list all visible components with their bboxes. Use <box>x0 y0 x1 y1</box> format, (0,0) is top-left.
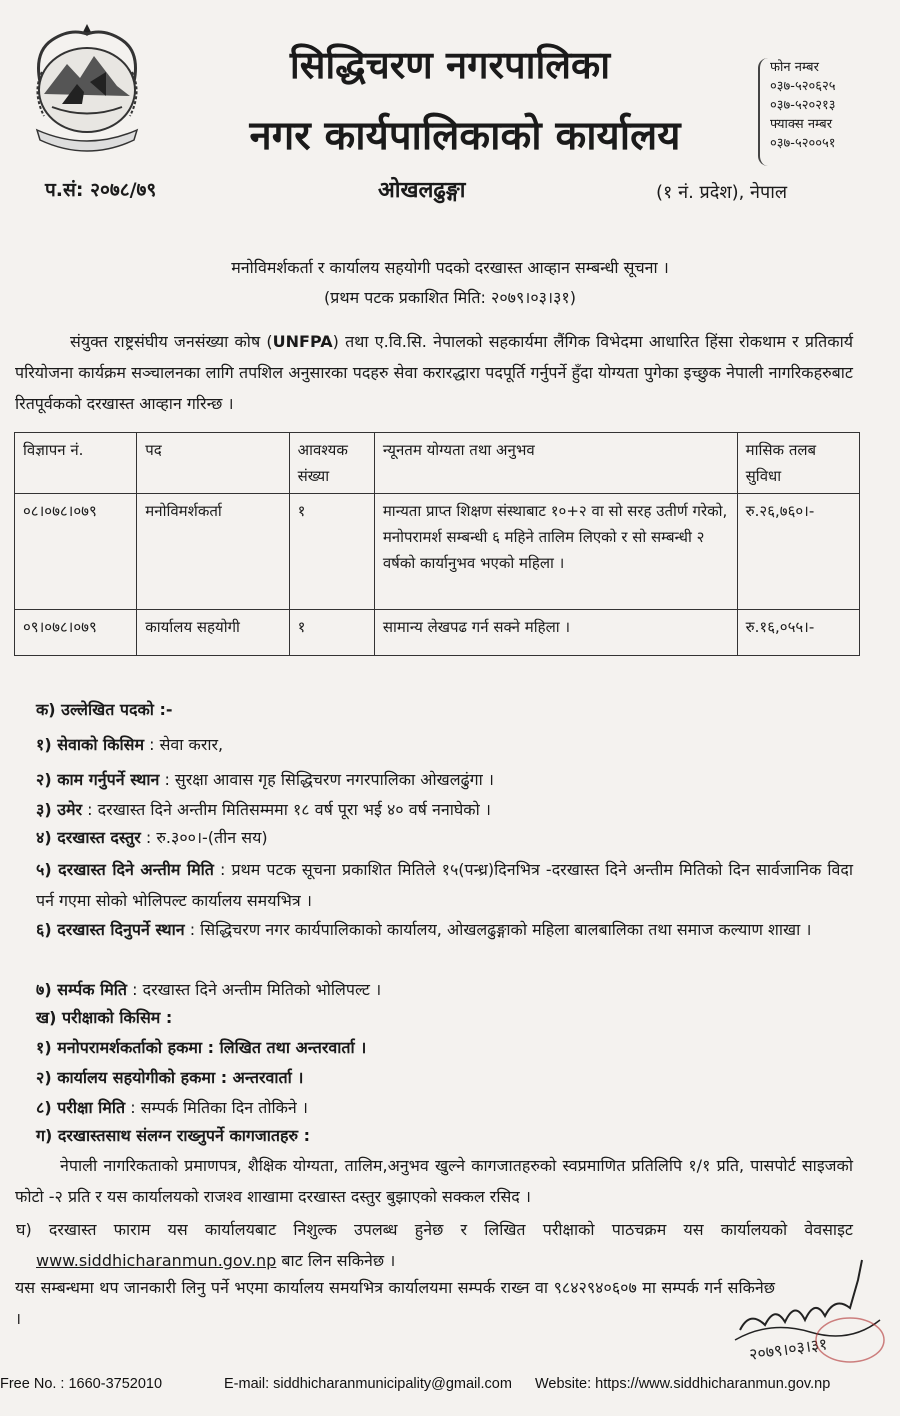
section-ga-text: ग) दरखास्तसाथ संलग्न राख्नुपर्ने कागजातहरु : <box>36 1126 311 1145</box>
submission-place <box>36 914 853 945</box>
reference-number: प.सं: २०७८/७९ <box>45 179 157 201</box>
fax-label: फ्याक्स नम्बर <box>770 117 833 132</box>
service-type-label: १) सेवाको किसिम <box>36 735 145 754</box>
cell-count: १ <box>289 610 374 656</box>
footer-free-number: Free No. : 1660-3752010 <box>0 1376 163 1392</box>
exam-office-assistant <box>36 1066 303 1088</box>
website-link[interactable]: www.siddhicharanmun.gov.np <box>36 1251 277 1270</box>
province-label: (१ नं. प्रदेश), नेपाल <box>656 182 788 203</box>
age-requirement <box>36 798 491 820</box>
service-type-value: : सेवा करार, <box>144 735 224 754</box>
vacancy-table <box>14 432 860 656</box>
submission-place-label: ६) दरखास्त दिनुपर्ने स्थान <box>36 920 185 939</box>
form-availability-end: बाट लिन सकिनेछ । <box>276 1251 396 1270</box>
exam-date-label: ८) परीक्षा मिति <box>36 1098 126 1117</box>
section-kha-heading <box>36 1006 172 1028</box>
service-type <box>36 733 223 755</box>
exam-counsellor-text: १) मनोपरामर्शकर्ताको हकमा : लिखित तथा अन्तरवार्ता । <box>36 1038 367 1057</box>
fax-number: ०३७-५२००५१ <box>770 136 836 151</box>
notice-subject: मनोविमर्शकर्ता र कार्यालय सहयोगी पदको दरखास्त आव्हान सम्बन्धी सूचना । <box>231 258 669 277</box>
form-availability-text: घ) दरखास्त फाराम यस कार्यालयबाट निशुल्क उपलब्ध हुनेछ र लिखित परीक्षाको पाठचक्रम यस कार्यालयको वेवसाइट <box>16 1220 853 1239</box>
section-kha-text: ख) परीक्षाको किसिम : <box>36 1008 173 1027</box>
section-ka-text: क) उल्लेखित पदको :- <box>36 700 173 719</box>
exam-date-value: : सम्पर्क मितिका दिन तोकिने । <box>125 1098 308 1117</box>
cell-qualification: सामान्य लेखपढ गर्न सक्ने महिला । <box>374 610 737 656</box>
contact-date-value: : दरखास्त दिने अन्तीम मितिको भोलिपल्ट । <box>127 980 382 999</box>
exam-office-assistant-text: २) कार्यालय सहयोगीको हकमा : अन्तरवार्ता । <box>36 1068 304 1087</box>
municipality-name: सिद्धिचरण नगरपालिका <box>289 43 611 87</box>
signature-stamp-icon <box>730 1250 890 1370</box>
fee-value: : रु.३००।-(तीन सय) <box>140 828 268 847</box>
cell-count: १ <box>289 494 374 610</box>
application-fee <box>36 826 268 848</box>
table-row <box>15 610 860 656</box>
exam-date <box>36 1096 308 1118</box>
section-ga-heading <box>36 1124 310 1146</box>
intro-pre: संयुक्त राष्ट्रसंघीय जनसंख्या कोष ( <box>70 332 273 351</box>
phone-label: फोन नम्बर <box>770 60 819 75</box>
cell-qualification: मान्यता प्राप्त शिक्षण संस्थाबाट १०+२ वा सो सरह उतीर्ण गरेको, मनोपरामर्श सम्बन्धी ६ महिने तालिम लिएको र सो सम्बन्धी २ वर्षको कार्यानुभव भएको महिला । <box>374 494 737 610</box>
contact-date <box>36 978 381 1000</box>
work-location-value: : सुरक्षा आवास गृह सिद्धिचरण नगरपालिका ओखलढुंगा । <box>159 770 494 789</box>
office-name: नगर कार्यपालिकाको कार्यालय <box>249 113 681 159</box>
cell-ad-no: ०८।०७८।०७९ <box>15 494 137 610</box>
intro-post: ) तथा ए.वि.सि. नेपालको सहकार्यमा लैंगिक विभेदमा आधारित हिंसा रोकथाम र प्रतिकार्य परियोजना कार्यक्रम सञ्चालनका लागि तपशिल अनुसारका पदहरु सेवा करारद्धारा पदपूर्ति गर्नुपर्ने हुँदा योग्यता पुगेका इच्छुक नेपाली नागरिकहरुबाट रितपूर्वकको दरखास्त आव्हान गरिन्छ । <box>15 332 853 413</box>
phone-number-1: ०३७-५२०६२५ <box>770 79 836 94</box>
cell-post: कार्यालय सहयोगी <box>137 610 289 656</box>
unfpa-label: UNFPA <box>272 332 333 351</box>
cell-post: मनोविमर्शकर्ता <box>137 494 289 610</box>
work-location-label: २) काम गर्नुपर्ने स्थान <box>36 770 160 789</box>
contact-date-label: ७) सर्म्पक मिति <box>36 980 128 999</box>
deadline-value: : प्रथम पटक सूचना प्रकाशित मितिले १५(पन्ध्र)दिनभित्र -दरखास्त दिने अन्तीम मितिको दिन सार्वजानिक विदा पर्न गएमा सोको भोलिपल्ट कार्यालय समयभित्र । <box>36 860 853 910</box>
age-value: : दरखास्त दिने अन्तीम मितिसम्ममा १८ वर्ष पूरा भई ४० वर्ष ननाघेको । <box>82 800 491 819</box>
deadline-label: ५) दरखास्त दिने अन्तीम मिति <box>36 860 214 879</box>
publication-date: (प्रथम पटक प्रकाशित मिति: २०७९।०३।३१) <box>324 288 576 307</box>
cell-salary: रु.२६,७६०।- <box>737 494 859 610</box>
age-label: ३) उमेर <box>36 800 83 819</box>
cell-salary: रु.१६,०५५।- <box>737 610 859 656</box>
table-row <box>15 494 860 610</box>
header-qualification: न्यूनतम योग्यता तथा अनुभव <box>374 433 737 494</box>
section-ka-heading <box>36 698 173 720</box>
phone-number-2: ०३७-५२०२१३ <box>770 98 836 113</box>
intro-paragraph <box>15 326 853 419</box>
footer-website[interactable]: Website: https://www.siddhicharanmun.gov.np <box>535 1376 831 1392</box>
place-name: ओखलढुङ्गा <box>378 178 466 203</box>
signature-date: २०७९।०३।३१ <box>747 1334 829 1364</box>
nepal-emblem-icon <box>22 12 152 162</box>
table-header-row <box>15 433 860 494</box>
closing-note: यस सम्बन्धमा थप जानकारी लिनु पर्ने भएमा कार्यालय समयभित्र कार्यालयमा सम्पर्क राख्न वा ९८४२९४०६०७ मा सम्पर्क गर्न सकिनेछ । <box>15 1278 775 1328</box>
required-documents: नेपाली नागरिकताको प्रमाणपत्र, शैक्षिक योग्यता, तालिम,अनुभव खुल्ने कागजातहरुको स्वप्रमाणित प्रतिलिपि १/१ प्रति, पासपोर्ट साइजको फोटो -२ प्रति र यस कार्यालयको राजश्व शाखामा दरखास्त दस्तुर बुझाएको सक्कल रसिद । <box>15 1156 853 1206</box>
header-required-count: आवश्यक संख्या <box>289 433 374 494</box>
header-salary: मासिक तलब सुविधा <box>737 433 859 494</box>
cell-ad-no: ०९।०७८।०७९ <box>15 610 137 656</box>
work-location <box>36 768 494 790</box>
contact-box <box>758 58 890 166</box>
fee-label: ४) दरखास्त दस्तुर <box>36 828 141 847</box>
exam-counsellor <box>36 1036 366 1058</box>
header-post: पद <box>137 433 289 494</box>
footer <box>0 1376 900 1404</box>
footer-email[interactable]: E-mail: siddhicharanmunicipality@gmail.com <box>224 1376 512 1392</box>
deadline <box>36 854 853 916</box>
submission-place-value: : सिद्धिचरण नगर कार्यपालिकाको कार्यालय, ओखलढुङ्गाको महिला बालबालिका तथा समाज कल्याण शाखा । <box>184 920 812 939</box>
header-ad-no: विज्ञापन नं. <box>15 433 137 494</box>
